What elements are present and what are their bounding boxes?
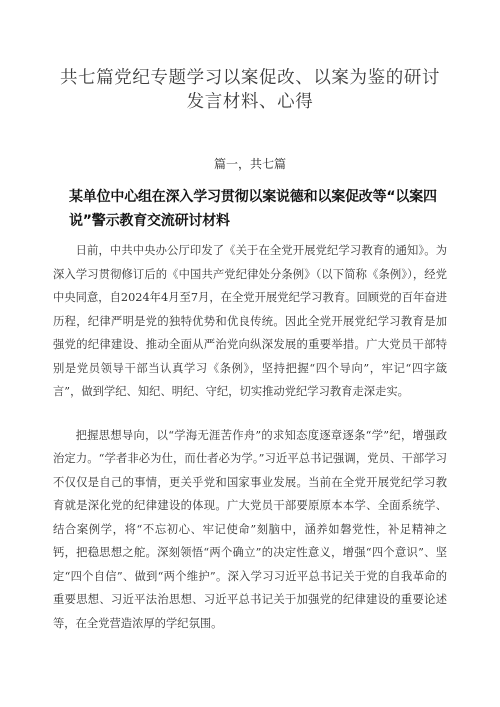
- article-title: 某单位中心组在深入学习贯彻以案说德和以案促改等“以案四说”警示教育交流研讨材料: [69, 189, 437, 229]
- section-heading: 篇一，共七篇: [213, 157, 286, 171]
- body-paragraph: 把握思想导向，以“学海无涯苦作舟”的求知态度逐章逐条“学”纪，增强政治定力。“学者非必为仕，而仕者必为学。”习近平总书记强调，党员、干部学习不仅仅是自己的事情，更关乎党和国家事业发展。当前在全党开展党纪学习教育就是深化党的纪律建设的体现。广大党员干部要原原本本学、全面系统学、结合案例学，将“不忘初心、牢记使命”刻脑中，涵养如磐党性，补足精神之钙，把稳思想之舵。深刻领悟“两个确立”的决定性意义，增强“四个意识”、坚定“四个自信”、做到“两个维护”。深入学习习近平总书记关于党的自我革命的重要思想、习近平法治思想、习近平总书记关于加强党的纪律建设的重要论述等，在全党营造浓厚的学纪氛围。: [53, 428, 447, 630]
- document-title: 共七篇党纪专题学习以案促改、以案为鉴的研讨发言材料、心得: [59, 68, 441, 112]
- body-paragraph: 日前，中共中央办公厅印发了《关于在全党开展党纪学习教育的通知》。为深入学习贯彻修订后的《中国共产党纪律处分条例》（以下简称《条例》），经党中央同意，自2024年4月至7月，在全党开展党纪学习教育。回顾党的百年奋进历程，纪律严明是党的独特优势和优良传统。因此全党开展党纪学习教育是加强党的纪律建设、推动全面从严治党向纵深发展的重要举措。广大党员干部特别是党员领导干部当认真学习《条例》，坚持把握“四个导向”，牢记“四字箴言”，做到学纪、知纪、明纪、守纪，切实推动党纪学习教育走深走实。: [53, 244, 447, 398]
- article-body: [53, 239, 447, 635]
